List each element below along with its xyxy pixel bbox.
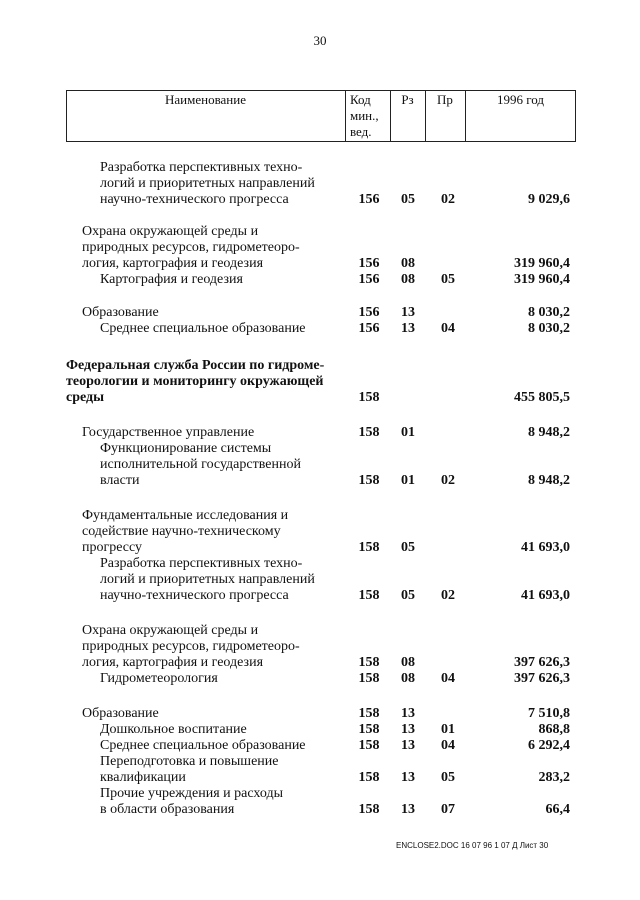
row-name: Прочие учреждения и расходы xyxy=(100,786,284,801)
row-name: Федеральная служба России по гидроме- xyxy=(66,358,325,373)
row-value: 8 030,2 xyxy=(528,321,570,336)
table-row xyxy=(0,671,640,687)
table-row xyxy=(0,722,640,738)
row-rz: 08 xyxy=(401,655,415,670)
row-code: 158 xyxy=(358,390,380,405)
table-row xyxy=(0,457,640,473)
row-pr: 02 xyxy=(441,192,455,207)
table-row xyxy=(0,770,640,786)
table-row xyxy=(0,572,640,588)
row-rz: 05 xyxy=(401,540,415,555)
row-name: научно-технического прогресса xyxy=(100,588,289,603)
row-value: 8 948,2 xyxy=(528,473,570,488)
table-row xyxy=(0,390,640,406)
table-row xyxy=(0,374,640,390)
row-name: Охрана окружающей среды и xyxy=(82,224,259,239)
row-code: 156 xyxy=(358,305,380,320)
row-name: логия, картография и геодезия xyxy=(82,655,264,670)
row-name: среды xyxy=(66,390,105,405)
table-row xyxy=(0,192,640,208)
row-pr: 04 xyxy=(441,321,455,336)
row-rz: 08 xyxy=(401,256,415,271)
header-code-2: мин., xyxy=(350,108,379,123)
row-name: логий и приоритетных направлений xyxy=(100,176,315,191)
table-row xyxy=(0,272,640,288)
table-row xyxy=(0,623,640,639)
row-code: 158 xyxy=(358,706,380,721)
row-rz: 08 xyxy=(401,671,415,686)
table-row xyxy=(0,639,640,655)
row-value: 868,8 xyxy=(538,722,570,737)
row-code: 158 xyxy=(358,540,380,555)
row-name: природных ресурсов, гидрометеоро- xyxy=(82,639,300,654)
row-code: 156 xyxy=(358,256,380,271)
row-rz: 05 xyxy=(401,192,415,207)
row-rz: 13 xyxy=(401,305,415,320)
row-value: 397 626,3 xyxy=(514,671,570,686)
row-value: 9 029,6 xyxy=(528,192,570,207)
row-name: квалификации xyxy=(100,770,186,785)
row-value: 66,4 xyxy=(545,802,570,817)
row-value: 41 693,0 xyxy=(521,540,570,555)
row-code: 158 xyxy=(358,655,380,670)
row-rz: 08 xyxy=(401,272,415,287)
row-name: Разработка перспективных техно- xyxy=(100,556,303,571)
row-rz: 13 xyxy=(401,321,415,336)
header-code-1: Код xyxy=(350,92,371,107)
row-code: 158 xyxy=(358,770,380,785)
header-rz: Рз xyxy=(401,92,414,107)
row-rz: 13 xyxy=(401,706,415,721)
table-row xyxy=(0,738,640,754)
row-code: 158 xyxy=(358,802,380,817)
header-code-3: вед. xyxy=(350,124,372,139)
table-row xyxy=(0,473,640,489)
row-rz: 01 xyxy=(401,473,415,488)
row-name: логия, картография и геодезия xyxy=(82,256,264,271)
table-row xyxy=(0,540,640,556)
table-row xyxy=(0,802,640,818)
row-value: 7 510,8 xyxy=(528,706,570,721)
row-rz: 13 xyxy=(401,802,415,817)
row-value: 455 805,5 xyxy=(514,390,570,405)
row-rz: 05 xyxy=(401,588,415,603)
row-name: власти xyxy=(100,473,140,488)
table-row xyxy=(0,321,640,337)
row-rz: 13 xyxy=(401,722,415,737)
row-name: Фундаментальные исследования и xyxy=(82,508,289,523)
row-name: исполнительной государственной xyxy=(100,457,301,472)
row-value: 319 960,4 xyxy=(514,256,570,271)
table-row xyxy=(0,240,640,256)
table-row xyxy=(0,754,640,770)
row-pr: 02 xyxy=(441,588,455,603)
row-pr: 01 xyxy=(441,722,455,737)
row-name: Среднее специальное образование xyxy=(100,321,306,336)
table-row xyxy=(0,425,640,441)
table-row xyxy=(0,655,640,671)
table-row xyxy=(0,176,640,192)
row-code: 158 xyxy=(358,473,380,488)
table-row xyxy=(0,508,640,524)
row-rz: 13 xyxy=(401,770,415,785)
row-rz: 13 xyxy=(401,738,415,753)
row-name: научно-технического прогресса xyxy=(100,192,289,207)
row-name: Переподготовка и повышение xyxy=(100,754,279,769)
row-code: 158 xyxy=(358,722,380,737)
row-name: Функционирование системы xyxy=(100,441,272,456)
row-name: Гидрометеорология xyxy=(100,671,218,686)
row-pr: 05 xyxy=(441,770,455,785)
row-name: Образование xyxy=(82,305,159,320)
row-pr: 07 xyxy=(441,802,455,817)
table-row xyxy=(0,160,640,176)
table-row xyxy=(0,224,640,240)
table-row xyxy=(0,441,640,457)
row-name: Разработка перспективных техно- xyxy=(100,160,303,175)
row-name: Образование xyxy=(82,706,159,721)
row-value: 319 960,4 xyxy=(514,272,570,287)
row-pr: 02 xyxy=(441,473,455,488)
row-name: в области образования xyxy=(100,802,235,817)
table-row xyxy=(0,786,640,802)
row-value: 8 948,2 xyxy=(528,425,570,440)
row-name: Охрана окружающей среды и xyxy=(82,623,259,638)
row-code: 156 xyxy=(358,192,380,207)
row-code: 158 xyxy=(358,671,380,686)
row-name: природных ресурсов, гидрометеоро- xyxy=(82,240,300,255)
row-code: 158 xyxy=(358,588,380,603)
row-name: Картография и геодезия xyxy=(100,272,243,287)
table-row xyxy=(0,588,640,604)
row-value: 8 030,2 xyxy=(528,305,570,320)
row-name: прогрессу xyxy=(82,540,143,555)
row-value: 397 626,3 xyxy=(514,655,570,670)
table-row xyxy=(0,305,640,321)
table-row xyxy=(0,256,640,272)
row-value: 41 693,0 xyxy=(521,588,570,603)
footer-stamp: ENCLOSE2.DOC 16 07 96 1 07 Д Лист 30 xyxy=(396,841,549,850)
row-rz: 01 xyxy=(401,425,415,440)
header-pr: Пр xyxy=(437,92,453,107)
row-name: Государственное управление xyxy=(82,425,255,440)
row-code: 158 xyxy=(358,425,380,440)
row-code: 156 xyxy=(358,272,380,287)
table-row xyxy=(0,556,640,572)
row-name: Дошкольное воспитание xyxy=(100,722,247,737)
table-row xyxy=(0,524,640,540)
row-pr: 04 xyxy=(441,671,455,686)
row-pr: 05 xyxy=(441,272,455,287)
row-code: 158 xyxy=(358,738,380,753)
row-value: 283,2 xyxy=(538,770,570,785)
table-row xyxy=(0,706,640,722)
header-year: 1996 год xyxy=(497,92,544,107)
header-name: Наименование xyxy=(165,92,246,107)
row-pr: 04 xyxy=(441,738,455,753)
row-name: логий и приоритетных направлений xyxy=(100,572,315,587)
row-name: содействие научно-техническому xyxy=(82,524,281,539)
row-name: Среднее специальное образование xyxy=(100,738,306,753)
row-name: теорологии и мониторингу окружающей xyxy=(66,374,324,389)
page-number: 30 xyxy=(313,33,327,48)
row-code: 156 xyxy=(358,321,380,336)
table-row xyxy=(0,358,640,374)
row-value: 6 292,4 xyxy=(528,738,570,753)
